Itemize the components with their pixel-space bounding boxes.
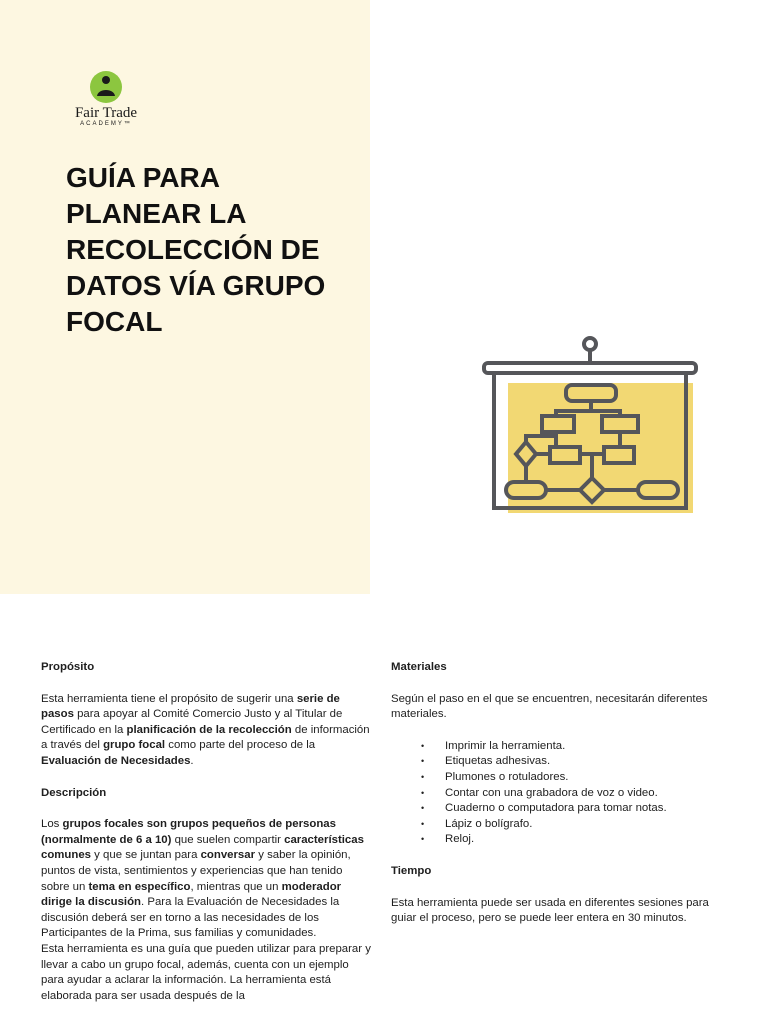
proposito-paragraph bbox=[41, 692, 371, 770]
list-item: • Plumones o rotuladores. bbox=[421, 770, 721, 786]
bold-run: grupo focal bbox=[103, 739, 166, 752]
text-run: y saber la opinión, puntos de vista, sentimientos y experiencias que han tenido sobre un bbox=[41, 849, 351, 893]
text-run: Los bbox=[41, 818, 63, 831]
logo-subtitle: ACADEMY™ bbox=[80, 121, 132, 127]
text-run: , mientras que un bbox=[190, 880, 282, 893]
materiales-heading: Materiales bbox=[391, 661, 447, 673]
bold-run: serie de pasos bbox=[41, 692, 340, 721]
descripcion-heading: Descripción bbox=[41, 786, 107, 799]
bold-run: tema en específico bbox=[88, 880, 191, 893]
materiales-list bbox=[391, 739, 721, 848]
logo-name: Fair Trade bbox=[74, 105, 138, 121]
list-item: • Imprimir la herramienta. bbox=[421, 739, 721, 755]
text-run: para apoyar al Comité Comercio Justo y al Titular de Certificado en la bbox=[41, 708, 343, 736]
bold-run: características comunes bbox=[41, 833, 364, 862]
list-item: • Etiquetas adhesivas. bbox=[421, 754, 721, 770]
text-run: y que se juntan para bbox=[91, 849, 201, 862]
left-column bbox=[41, 660, 371, 1020]
descripcion-paragraph-2: Esta herramienta es una guía que pueden utilizar para preparar y llevar a cabo un grupo focal, además, cuenta con un ejemplo para ayudar a aclarar la información. La herramienta está elaborada para ser usada después de la bbox=[41, 942, 371, 1002]
text-run: . Para la Evaluación de Necesidades la discusión deberá ser en torno a las necesidades de los Participantes de la Prima, sus familias y comunidades. bbox=[41, 896, 340, 940]
bold-run: moderador dirige la discusión bbox=[41, 880, 342, 909]
tiempo-paragraph: Esta herramienta puede ser usada en diferentes sesiones para guiar el proceso, pero se puede leer entera en 30 minutos. bbox=[391, 896, 709, 925]
text-run: de información a través del bbox=[41, 723, 370, 752]
presentation-flowchart-icon bbox=[480, 336, 700, 518]
text-run: como parte del proceso de la bbox=[165, 739, 316, 752]
list-item: • Contar con una grabadora de voz o video. bbox=[421, 786, 721, 802]
page-title: GUÍA PARA PLANEAR LA RECOLECCIÓN DE DATOS VÍA GRUPO FOCAL bbox=[66, 162, 326, 337]
proposito-heading: Propósito bbox=[41, 661, 95, 673]
text-run: Esta herramienta tiene el propósito de sugerir una bbox=[41, 692, 297, 705]
cover-panel bbox=[0, 0, 370, 594]
bold-run: Evaluación de Necesidades bbox=[41, 754, 191, 767]
list-item: • Reloj. bbox=[421, 832, 721, 848]
list-item: • Lápiz o bolígrafo. bbox=[421, 817, 721, 833]
fair-trade-logo-icon bbox=[89, 70, 123, 104]
text-run: que suelen compartir bbox=[171, 833, 285, 846]
tiempo-heading: Tiempo bbox=[391, 864, 432, 877]
bold-run: grupos focales son grupos pequeños de personas (normalmente de 6 a 10) bbox=[41, 818, 336, 846]
materiales-intro: Según el paso en el que se encuentren, necesitarán diferentes materiales. bbox=[391, 692, 708, 721]
list-item: • Cuaderno o computadora para tomar notas. bbox=[421, 801, 721, 817]
bold-run: conversar bbox=[200, 849, 256, 862]
right-column bbox=[391, 660, 721, 943]
fair-trade-academy-logo bbox=[64, 70, 148, 127]
bold-run: planificación de la recolección bbox=[126, 723, 292, 736]
descripcion-paragraph bbox=[41, 817, 371, 942]
text-run: . bbox=[190, 754, 194, 767]
